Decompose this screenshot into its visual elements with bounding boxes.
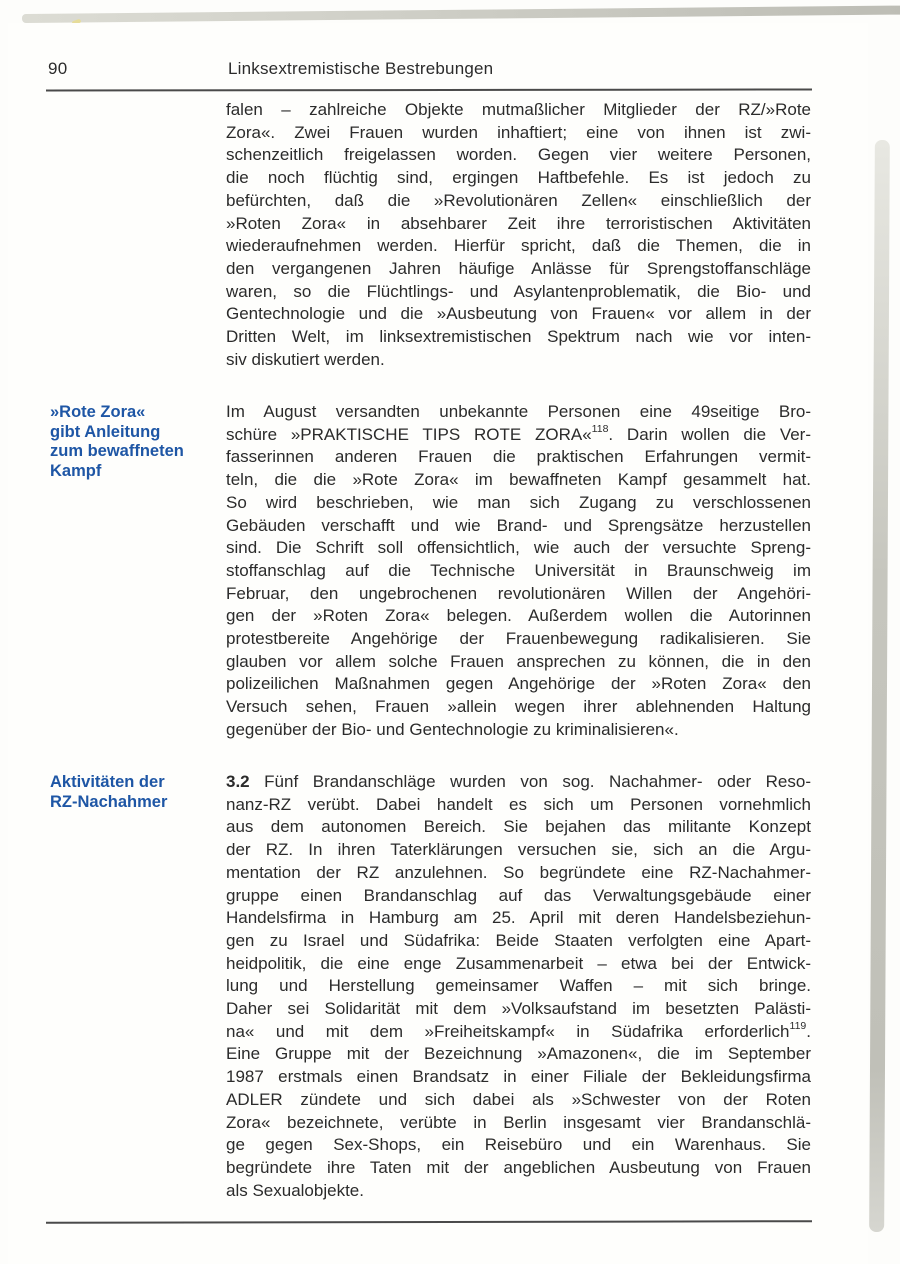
scan-shadow-right (869, 140, 890, 1232)
margin-note-line: Aktivitäten der (50, 773, 165, 791)
body-text-line: So wird beschrieben, wie man sich Zugang zu verschlossenen (226, 492, 811, 512)
body-text-line: die noch flüchtig sind, ergingen Haftbefehle. Es ist jedoch zu (226, 168, 811, 188)
margin-note-line: zum bewaffneten (50, 442, 184, 460)
body-text-line: waren, so die Flüchtlings- und Asylantenproblematik, die Bio- und (226, 281, 811, 301)
body-text-line: 1987 erstmals einen Brandsatz in einer Filiale der Bekleidungsfirma (226, 1067, 811, 1087)
body-text-line: Dritten Welt, im linksextremistischen Spektrum nach wie vor inten- (226, 327, 811, 347)
body-text-line: Eine Gruppe mit der Bezeichnung »Amazonen«, die im September (226, 1044, 811, 1064)
body-text-line: ge gegen Sex-Shops, ein Reisebüro und ein Warenhaus. Sie (226, 1135, 811, 1155)
body-text-line: »Roten Zora« in absehbarer Zeit ihre terroristischen Aktivitäten (226, 213, 811, 233)
body-text-line: nanz-RZ verübt. Dabei handelt es sich um Personen vornehmlich (226, 794, 811, 814)
body-text-line: gegenüber der Bio- und Gentechnologie zu kriminalisieren«. (226, 719, 679, 739)
body-text-line: gen der »Roten Zora« belegen. Außerdem wollen die Autorinnen (226, 606, 811, 626)
body-text-line: Handelsfirma in Hamburg am 25. April mit deren Handelsbeziehun- (226, 908, 811, 928)
body-text-line: Versuch sehen, Frauen »allein wegen ihrer ablehnenden Haltung (226, 697, 811, 717)
body-text-line: befürchten, daß die »Revolutionären Zellen« einschließlich der (226, 190, 811, 210)
body-text-line: der RZ. In ihren Taterklärungen versuchen sie, sich an die Argu- (226, 840, 811, 860)
body-text-line: teln, die die »Rote Zora« im bewaffneten Kampf gesammelt hat. (226, 470, 811, 490)
margin-note-line: »Rote Zora« (50, 403, 146, 421)
body-text-line: falen – zahlreiche Objekte mutmaßlicher Mitglieder der RZ/»Rote (226, 100, 811, 119)
margin-note-line: gibt Anleitung (50, 422, 161, 441)
body-text-line: siv diskutiert werden. (226, 349, 385, 369)
body-text-line: 3.2 Fünf Brandanschläge wurden von sog. Nachahmer- oder Reso- (226, 772, 811, 791)
body-text-line: gen zu Israel und Südafrika: Beide Staaten verfolgten eine Apart- (226, 930, 811, 950)
body-text-line: gruppe einen Brandanschlag auf das Verwaltungsgebäude einer (226, 885, 811, 905)
body-text-line: Gebäuden verschafft und wie Brand- und Sprengsätze herzustellen (226, 515, 811, 535)
body-text-line: begründete ihre Taten mit der angeblichen Ausbeutung von Frauen (226, 1157, 811, 1177)
margin-note-rz-nachahmer (50, 773, 225, 812)
body-text-line: heidpolitik, die eine enge Zusammenarbeit – etwa bei der Entwick- (226, 953, 811, 973)
body-text-line: sind. Die Schrift soll offensichtlich, wie auch der versuchte Spreng- (226, 538, 811, 558)
body-text-line: glauben vor allem solche Frauen ansprechen zu können, die in den (226, 651, 811, 671)
body-text-line: Zora« bezeichnete, verübte in Berlin insgesamt vier Brandanschlä- (226, 1112, 811, 1132)
body-text-line: protestbereite Angehörige der Frauenbewegung radikalisieren. Sie (226, 629, 811, 649)
body-text-line: na« und mit dem »Freiheitskampf« in Südafrika erforderlich$^{119}$. (226, 1020, 811, 1041)
body-text-line: aus dem autonomen Bereich. Sie bejahen das militante Konzept (226, 817, 811, 837)
margin-note-line: RZ-Nachahmer (50, 792, 168, 811)
body-text-line: als Sexualobjekte. (226, 1180, 364, 1200)
body-text-line: schüre »PRAKTISCHE TIPS ROTE ZORA«$^{118}$. Darin wollen die Ver- (226, 423, 811, 444)
body-text-line: Zora«. Zwei Frauen wurden inhaftiert; eine von ihnen ist zwi- (226, 122, 811, 142)
body-text-line: Im August versandten unbekannte Personen eine 49seitige Bro- (226, 402, 811, 421)
margin-note-line: Kampf (50, 461, 102, 480)
body-text-line: den vergangenen Jahren häufige Anlässe für Sprengstoffanschläge (226, 258, 811, 278)
scan-page-top-edge (22, 6, 900, 23)
header-rule (46, 88, 812, 91)
footnote-rule (46, 1220, 812, 1224)
paragraph-rz-rote-zora-fahndung (226, 99, 811, 371)
running-header-title: Linksextremistische Bestrebungen (228, 59, 494, 78)
paragraph-3-2-rz-nachahmer (226, 771, 811, 1202)
margin-note-rote-zora (50, 403, 225, 481)
body-text-line: lung und Herstellung gemeinsamer Waffen – mit sich bringe. (226, 976, 811, 996)
body-text-line: schenzeitlich freigelassen worden. Gegen vier weitere Personen, (226, 145, 811, 165)
body-text-line: wiederaufnehmen werden. Hierfür spricht, daß die Themen, die in (226, 236, 811, 256)
page-number: 90 (48, 59, 68, 78)
body-text-line: Februar, den ungebrochenen revolutionären Willen der Angehöri- (226, 583, 811, 603)
body-text-line: mentation der RZ anzulehnen. So begründete eine RZ-Nachahmer- (226, 862, 811, 882)
paragraph-praktische-tips-broschuere (226, 401, 811, 742)
body-text-line: fasserinnen anderen Frauen die praktischen Erfahrungen vermit- (226, 447, 811, 467)
body-text-line: Daher sei Solidarität mit dem »Volksaufstand im besetzten Palästi- (226, 999, 811, 1019)
body-text-line: Gentechnologie und die »Ausbeutung von Frauen« vor allem in der (226, 304, 811, 324)
body-text-line: polizeilichen Maßnahmen gegen Angehörige der »Roten Zora« den (226, 674, 811, 694)
body-text-line: ADLER zündete und sich dabei als »Schwester von der Roten (226, 1089, 811, 1109)
page-sheet (8, 23, 868, 1264)
body-text-line: stoffanschlag auf die Technische Universität in Braunschweig im (226, 560, 811, 580)
